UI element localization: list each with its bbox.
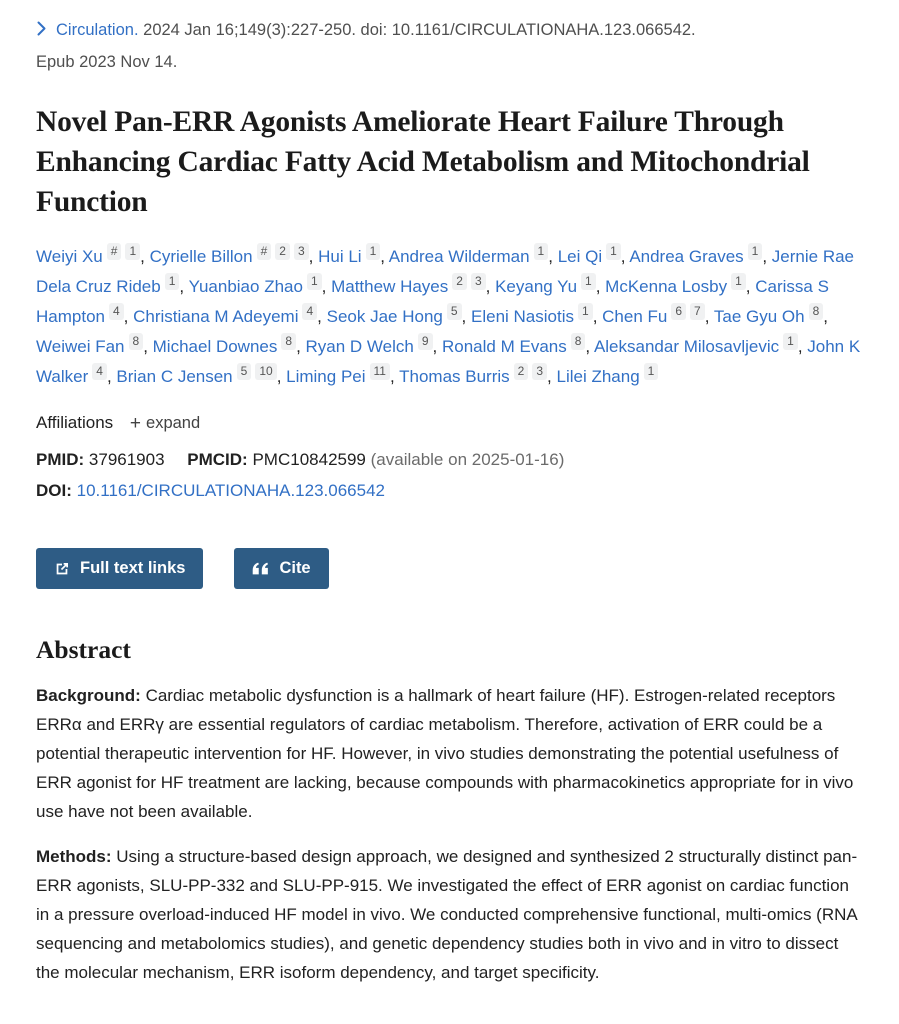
author-separator: ,: [592, 307, 603, 326]
author-separator: ,: [547, 367, 557, 386]
author-superscript: 8: [281, 333, 296, 350]
author-link[interactable]: Tae Gyu Oh: [713, 307, 805, 326]
author-separator: ,: [432, 337, 442, 356]
author-link[interactable]: Keyang Yu: [495, 277, 578, 296]
doi-link[interactable]: 10.1161/CIRCULATIONAHA.123.066542: [76, 481, 385, 500]
author-superscript: 1: [731, 273, 746, 290]
author-separator: ,: [485, 277, 496, 296]
author-superscript: 4: [302, 303, 317, 320]
author-superscript: #: [107, 243, 122, 260]
author-superscript: 3: [471, 273, 486, 290]
author-superscript: 8: [571, 333, 586, 350]
author-link[interactable]: Hui Li: [318, 247, 362, 266]
abstract-section-label: Methods:: [36, 847, 112, 866]
author-link[interactable]: Michael Downes: [152, 337, 278, 356]
plus-icon: +: [129, 413, 142, 434]
affiliations-row: [36, 408, 863, 438]
author-superscript: 3: [532, 363, 547, 380]
author-superscript: 10: [255, 363, 276, 380]
affiliations-expand-label: expand: [146, 414, 201, 432]
author-link[interactable]: Seok Jae Hong: [326, 307, 443, 326]
author-superscript: 1: [578, 303, 593, 320]
abstract-body: [36, 681, 863, 987]
doi-label: DOI:: [36, 481, 72, 500]
page-title: Novel Pan-ERR Agonists Ameliorate Heart Failure Through Enhancing Cardiac Fatty Acid Metabolism and Mitochondrial Function: [36, 106, 810, 218]
author-separator: ,: [595, 277, 606, 296]
author-link[interactable]: Andrea Graves: [629, 247, 744, 266]
author-link[interactable]: Lilei Zhang: [556, 367, 640, 386]
pmid-value: 37961903: [88, 450, 165, 469]
full-text-links-label: Full text links: [80, 559, 186, 577]
author-superscript: 4: [92, 363, 107, 380]
author-superscript: 6: [671, 303, 686, 320]
author-link[interactable]: Ronald M Evans: [442, 337, 567, 356]
citation-banner: [36, 14, 863, 78]
author-superscript: 1: [534, 243, 549, 260]
author-superscript: 3: [294, 243, 309, 260]
abstract-paragraph: Background: Cardiac metabolic dysfunction is a hallmark of heart failure (HF). Estrogen-related receptors ERRα and ERRγ are essential regulators of cardiac metabolism. Therefore, activation of ERR could be a potential therapeutic intervention for HF. However, in vivo studies demonstrating the potential usefulness of ERR agonist for HF treatment are lacking, because compounds with pharmacokinetics appropriate for in vivo use have not been available.: [36, 686, 854, 821]
author-separator: ,: [389, 367, 400, 386]
author-link[interactable]: Brian C Jensen: [116, 367, 233, 386]
author-link[interactable]: Cyrielle Billon: [149, 247, 253, 266]
abstract-paragraph: Methods: Using a structure-based design approach, we designed and synthesized 2 structurally distinct pan-ERR agonists, SLU-PP-332 and SLU-PP-915. We investigated the effect of ERR agonist on cardiac function in a pressure overload-induced HF model in vivo. We conducted comprehensive functional, multi-omics (RNA sequencing and metabolomics studies), and genetic dependency studies both in vivo and in vitro to dissect the molecular mechanism, ERR isoform dependency, and target specificity.: [36, 847, 858, 982]
author-separator: ,: [762, 247, 772, 266]
author-link[interactable]: Aleksandar Milosavljevic: [593, 337, 780, 356]
author-separator: ,: [585, 337, 594, 356]
author-separator: ,: [823, 307, 828, 326]
author-superscript: 11: [370, 363, 390, 380]
author-link[interactable]: Andrea Wilderman: [388, 247, 530, 266]
cite-label: Cite: [279, 559, 311, 577]
author-link[interactable]: John K Walker: [36, 337, 861, 386]
author-separator: ,: [308, 247, 319, 266]
pmid-label: PMID:: [36, 450, 85, 469]
pmcid-availability-note: (available on 2025-01-16): [370, 450, 565, 469]
abstract-section-label: Background:: [36, 686, 141, 705]
author-superscript: 2: [514, 363, 529, 380]
author-superscript: 1: [748, 243, 763, 260]
author-superscript: 1: [366, 243, 381, 260]
full-text-links-button[interactable]: [36, 548, 203, 589]
author-superscript: 1: [783, 333, 798, 350]
pmid-row: [36, 444, 863, 475]
cite-button[interactable]: [234, 548, 328, 589]
author-link[interactable]: Jernie Rae Dela Cruz Rideb: [36, 247, 855, 296]
author-link[interactable]: Eleni Nasiotis: [471, 307, 574, 326]
author-separator: ,: [321, 277, 332, 296]
author-superscript: 1: [165, 273, 180, 290]
author-superscript: 1: [125, 243, 140, 260]
author-superscript: 2: [452, 273, 467, 290]
citation-details: 2024 Jan 16;149(3):227-250. doi: 10.1161/CIRCULATIONAHA.123.066542.: [143, 21, 696, 39]
author-superscript: 8: [809, 303, 824, 320]
author-superscript: 9: [418, 333, 433, 350]
author-superscript: 4: [109, 303, 124, 320]
authors-list: [36, 242, 863, 392]
author-superscript: 1: [581, 273, 596, 290]
pmcid-label: PMCID:: [187, 450, 248, 469]
author-superscript: 1: [307, 273, 322, 290]
author-link[interactable]: Thomas Burris: [399, 367, 510, 386]
author-separator: ,: [380, 247, 389, 266]
quote-icon: [252, 562, 269, 575]
affiliations-expand-button[interactable]: [130, 412, 200, 434]
author-separator: ,: [276, 367, 287, 386]
author-link[interactable]: Chen Fu: [602, 307, 668, 326]
author-link[interactable]: Matthew Hayes: [331, 277, 449, 296]
author-superscript: 2: [275, 243, 290, 260]
action-buttons: [36, 548, 863, 589]
author-superscript: 8: [129, 333, 144, 350]
author-separator: ,: [620, 247, 630, 266]
author-link[interactable]: Christiana M Adeyemi: [133, 307, 299, 326]
journal-link[interactable]: Circulation.: [56, 21, 139, 39]
author-link[interactable]: Weiyi Xu: [36, 247, 103, 266]
author-separator: ,: [123, 307, 134, 326]
author-separator: ,: [296, 337, 306, 356]
author-link[interactable]: Lei Qi: [557, 247, 603, 266]
author-link[interactable]: Ryan D Welch: [305, 337, 414, 356]
author-separator: ,: [143, 337, 153, 356]
author-superscript: #: [257, 243, 272, 260]
journal-dropdown-trigger[interactable]: [36, 21, 143, 39]
author-separator: ,: [461, 307, 471, 326]
author-separator: ,: [704, 307, 714, 326]
citation-epub: Epub 2023 Nov 14.: [36, 53, 178, 71]
author-separator: ,: [745, 277, 756, 296]
abstract-heading: Abstract: [36, 635, 131, 664]
author-link[interactable]: Weiwei Fan: [36, 337, 125, 356]
author-separator: ,: [797, 337, 808, 356]
doi-row: [36, 475, 863, 506]
author-superscript: 5: [237, 363, 252, 380]
author-separator: ,: [548, 247, 558, 266]
author-superscript: 7: [690, 303, 705, 320]
chevron-right-icon: [36, 15, 47, 47]
author-link[interactable]: McKenna Losby: [605, 277, 728, 296]
external-link-icon: [54, 561, 70, 577]
author-link[interactable]: Yuanbiao Zhao: [188, 277, 303, 296]
affiliations-label: Affiliations: [36, 413, 114, 432]
author-superscript: 1: [606, 243, 621, 260]
author-link[interactable]: Liming Pei: [286, 367, 366, 386]
author-separator: ,: [106, 367, 117, 386]
author-link[interactable]: Carissa S Hampton: [36, 277, 829, 326]
author-separator: ,: [179, 277, 189, 296]
author-superscript: 1: [644, 363, 659, 380]
pmcid-value: PMC10842599: [252, 450, 366, 469]
author-separator: ,: [317, 307, 327, 326]
author-superscript: 5: [447, 303, 462, 320]
author-separator: ,: [140, 247, 150, 266]
